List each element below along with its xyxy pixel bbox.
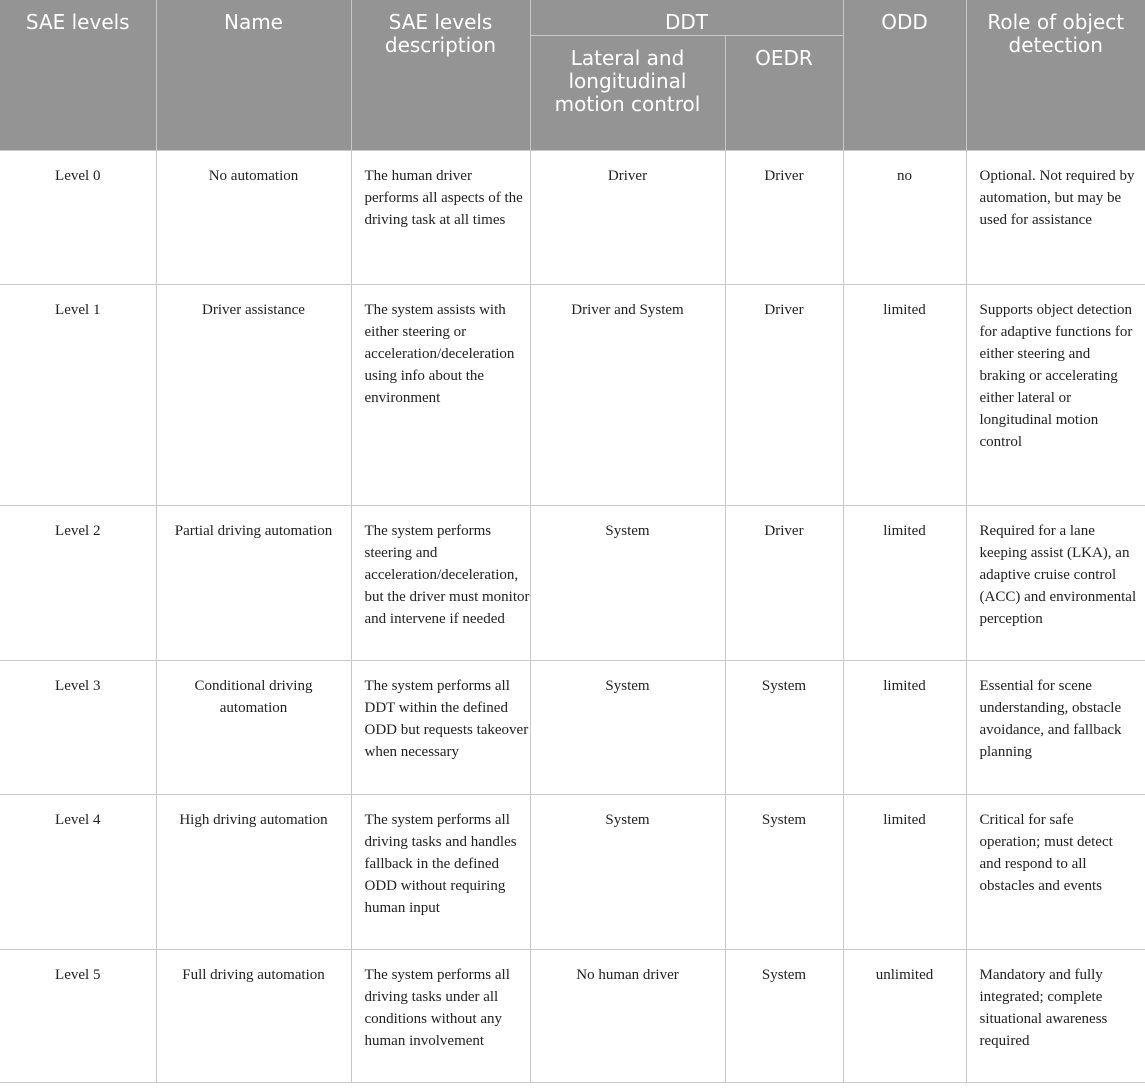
header-odd: ODD xyxy=(843,0,966,151)
cell-odd: no xyxy=(843,151,966,285)
cell-oedr: Driver xyxy=(725,285,843,506)
cell-level: Level 4 xyxy=(0,795,156,950)
cell-name: Partial driving automation xyxy=(156,506,351,661)
cell-lat-long: System xyxy=(530,506,725,661)
cell-oedr: Driver xyxy=(725,151,843,285)
cell-level: Level 3 xyxy=(0,661,156,795)
cell-name: No automation xyxy=(156,151,351,285)
cell-oedr: Driver xyxy=(725,506,843,661)
cell-name: Conditional driving automation xyxy=(156,661,351,795)
cell-oedr: System xyxy=(725,950,843,1083)
header-sae-levels: SAE levels xyxy=(0,0,156,151)
cell-lat-long: System xyxy=(530,795,725,950)
table-header xyxy=(0,0,1145,151)
table-row xyxy=(0,506,1145,661)
cell-role: Optional. Not required by automation, but may be used for assistance xyxy=(966,151,1145,285)
cell-description: The human driver performs all aspects of the driving task at all times xyxy=(351,151,530,285)
cell-role: Required for a lane keeping assist (LKA), an adaptive cruise control (ACC) and environmental perception xyxy=(966,506,1145,661)
cell-role: Supports object detection for adaptive functions for either steering and braking or accelerating either lateral or longitudinal motion control xyxy=(966,285,1145,506)
cell-odd: limited xyxy=(843,661,966,795)
cell-odd: limited xyxy=(843,506,966,661)
cell-lat-long: Driver xyxy=(530,151,725,285)
table-row xyxy=(0,285,1145,506)
cell-description: The system performs all DDT within the defined ODD but requests takeover when necessary xyxy=(351,661,530,795)
cell-name: High driving automation xyxy=(156,795,351,950)
cell-description: The system performs steering and acceleration/deceleration, but the driver must monitor and intervene if needed xyxy=(351,506,530,661)
table-row xyxy=(0,151,1145,285)
cell-level: Level 5 xyxy=(0,950,156,1083)
header-ddt: DDT xyxy=(530,0,843,36)
cell-description: The system assists with either steering or acceleration/deceleration using info about the environment xyxy=(351,285,530,506)
cell-oedr: System xyxy=(725,795,843,950)
table-row xyxy=(0,795,1145,950)
table-row xyxy=(0,661,1145,795)
header-description: SAE levels description xyxy=(351,0,530,151)
cell-name: Driver assistance xyxy=(156,285,351,506)
header-lateral-longitudinal: Lateral and longitudinal motion control xyxy=(530,36,725,151)
cell-lat-long: Driver and System xyxy=(530,285,725,506)
table-row xyxy=(0,950,1145,1083)
table-body xyxy=(0,151,1145,1083)
cell-name: Full driving automation xyxy=(156,950,351,1083)
cell-odd: limited xyxy=(843,795,966,950)
cell-lat-long: No human driver xyxy=(530,950,725,1083)
cell-description: The system performs all driving tasks and handles fallback in the defined ODD without requiring human input xyxy=(351,795,530,950)
cell-role: Critical for safe operation; must detect and respond to all obstacles and events xyxy=(966,795,1145,950)
cell-odd: unlimited xyxy=(843,950,966,1083)
cell-level: Level 0 xyxy=(0,151,156,285)
cell-level: Level 2 xyxy=(0,506,156,661)
cell-role: Mandatory and fully integrated; complete situational awareness required xyxy=(966,950,1145,1083)
cell-odd: limited xyxy=(843,285,966,506)
cell-oedr: System xyxy=(725,661,843,795)
header-oedr: OEDR xyxy=(725,36,843,151)
cell-description: The system performs all driving tasks under all conditions without any human involvement xyxy=(351,950,530,1083)
header-role: Role of object detection xyxy=(966,0,1145,151)
cell-lat-long: System xyxy=(530,661,725,795)
cell-role: Essential for scene understanding, obstacle avoidance, and fallback planning xyxy=(966,661,1145,795)
cell-level: Level 1 xyxy=(0,285,156,506)
header-name: Name xyxy=(156,0,351,151)
